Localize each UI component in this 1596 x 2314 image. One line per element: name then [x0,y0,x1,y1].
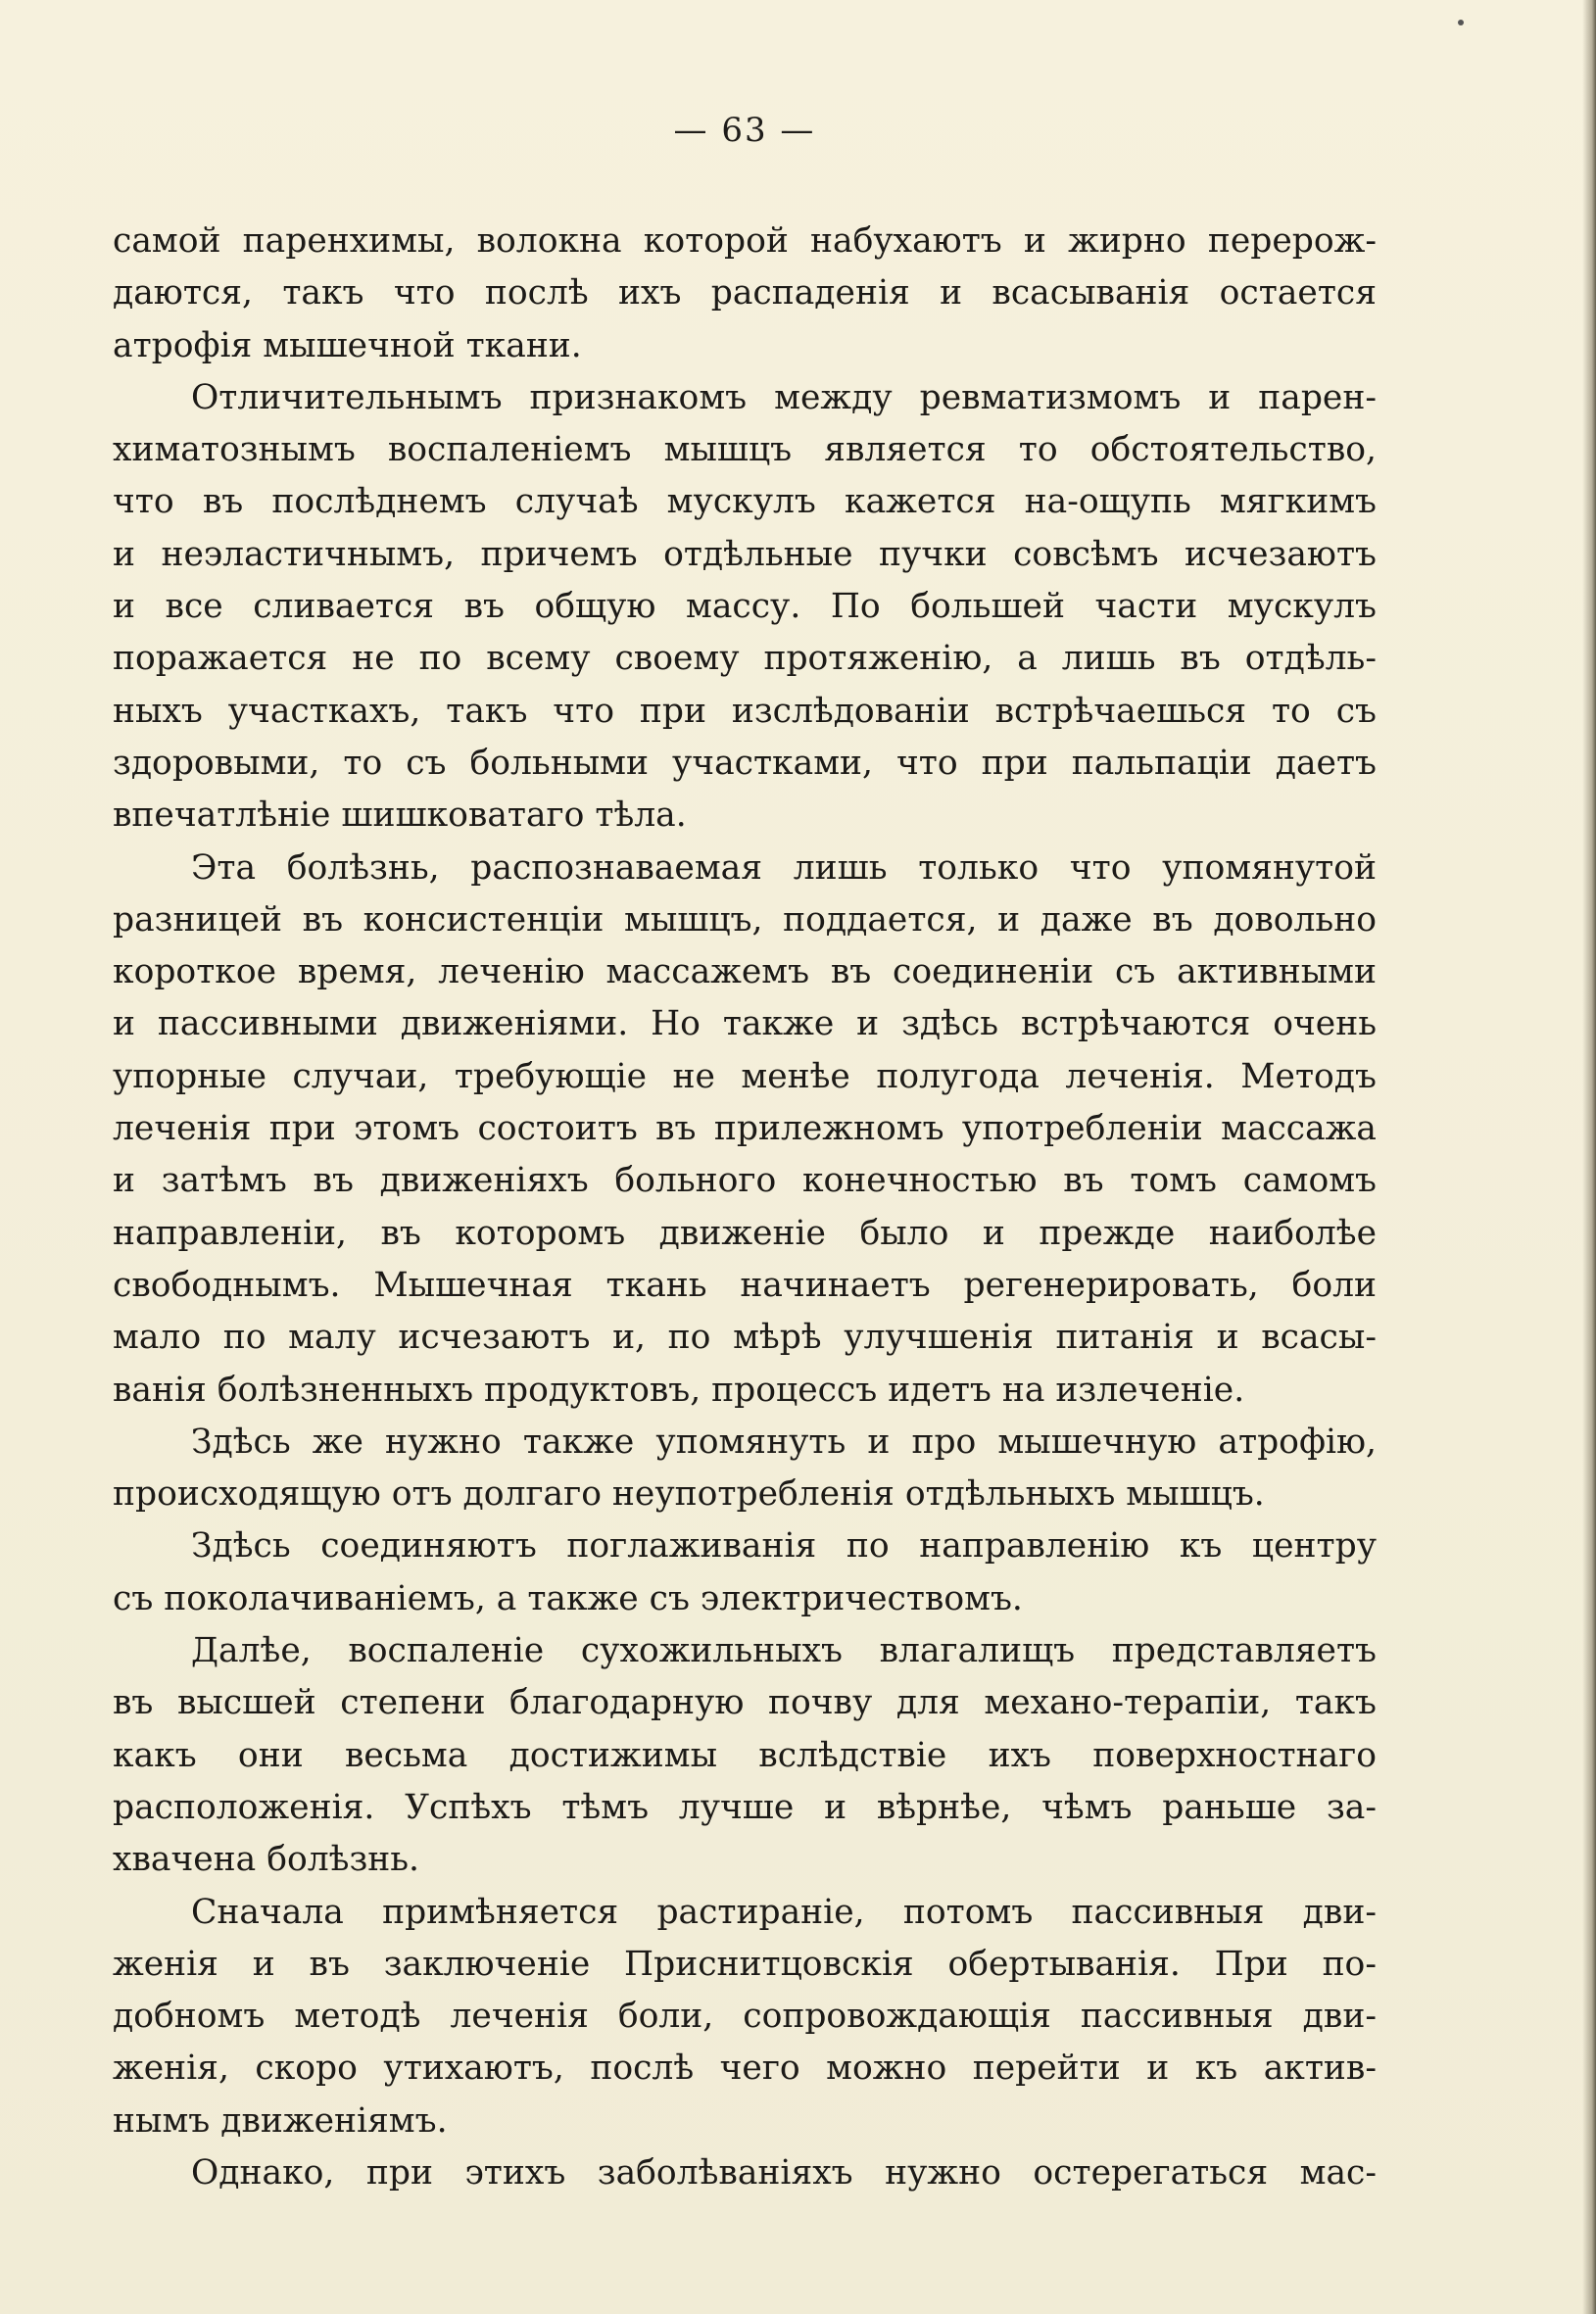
text-line: Далѣе, воспаленіе сухожильныхъ влагалищъ представляетъ [191,1631,1377,1671]
text-line: добномъ методѣ леченія боли, сопровождающія пассивныя дви- [113,1997,1377,2037]
text-line: Здѣсь соединяютъ поглаживанія по направленію къ центру [191,1526,1377,1567]
text-line: направленіи, въ которомъ движеніе было и прежде наиболѣе [113,1213,1377,1253]
text-line: хвачена болѣзнь. [113,1840,420,1880]
text-line: свободнымъ. Мышечная ткань начинаетъ регенерировать, боли [113,1265,1377,1305]
text-line: Сначала примѣняется растираніе, потомъ пассивныя дви- [191,1892,1377,1932]
speck-mark [1458,20,1464,25]
text-line: и пассивными движеніями. Но также и здѣсь встрѣчаются очень [113,1004,1377,1044]
text-line: и все сливается въ общую массу. По большей части мускулъ [113,587,1377,627]
text-line: впечатлѣніе шишковатаго тѣла. [113,795,687,836]
text-line: короткое время, леченію массажемъ въ соединеніи съ активными [113,952,1377,992]
text-line: и затѣмъ въ движеніяхъ больного конечностью въ томъ самомъ [113,1161,1377,1201]
text-line: нымъ движеніямъ. [113,2100,448,2141]
text-line: женія и въ заключеніе Приснитцовскія обертыванія. При по- [113,1944,1377,1984]
text-line: Однако, при этихъ заболѣваніяхъ нужно остерегаться мас- [191,2152,1377,2193]
text-line: женія, скоро утихаютъ, послѣ чего можно перейти и къ актив- [113,2049,1377,2089]
text-line: расположенія. Успѣхъ тѣмъ лучше и вѣрнѣе, чѣмъ раньше за- [113,1787,1377,1827]
text-line: здоровыми, то съ больными участками, что при пальпаціи даетъ [113,743,1377,783]
text-line: упорные случаи, требующіе не менѣе полугода леченія. Методъ [113,1056,1377,1096]
text-line: Здѣсь же нужно также упомянуть и про мышечную атрофію, [191,1422,1377,1462]
text-line: что въ послѣднемъ случаѣ мускулъ кажется на-ощупь мягкимъ [113,482,1377,522]
text-line: Эта болѣзнь, распознаваемая лишь только что упомянутой [191,847,1377,888]
page-edge-shadow [1582,0,1596,2314]
text-line: разницей въ консистенціи мышцъ, поддается, и даже въ довольно [113,899,1377,940]
text-line: ныхъ участкахъ, такъ что при изслѣдованіи встрѣчаешься то съ [113,691,1377,731]
text-line: химатознымъ воспаленіемъ мышцъ является то обстоятельство, [113,430,1377,470]
text-line: атрофія мышечной ткани. [113,325,582,365]
text-line: даются, такъ что послѣ ихъ распаденія и всасыванія остается [113,273,1377,313]
text-line: ванія болѣзненныхъ продуктовъ, процессъ идетъ на излеченіе. [113,1370,1245,1410]
text-line: какъ они весьма достижимы вслѣдствіе ихъ поверхностнаго [113,1735,1377,1775]
text-line: происходящую отъ долгаго неупотребленія отдѣльныхъ мышцъ. [113,1474,1265,1515]
text-line: поражается не по всему своему протяженію, а лишь въ отдѣль- [113,639,1377,679]
text-line: самой паренхимы, волокна которой набухаютъ и жирно перерож- [113,221,1377,261]
body-text [113,216,1377,2199]
page-number: — 63 — [673,111,816,150]
text-line: Отличительнымъ признакомъ между ревматизмомъ и парен- [191,377,1377,417]
text-line: мало по малу исчезаютъ и, по мѣрѣ улучшенія питанія и всасы- [113,1318,1377,1358]
text-line: и неэластичнымъ, причемъ отдѣльные пучки совсѣмъ исчезаютъ [113,534,1377,574]
text-line: въ высшей степени благодарную почву для механо-терапіи, такъ [113,1683,1377,1723]
text-line: съ поколачиваніемъ, а также съ электричествомъ. [113,1578,1023,1618]
text-line: леченія при этомъ состоитъ въ прилежномъ употребленіи массажа [113,1109,1377,1149]
